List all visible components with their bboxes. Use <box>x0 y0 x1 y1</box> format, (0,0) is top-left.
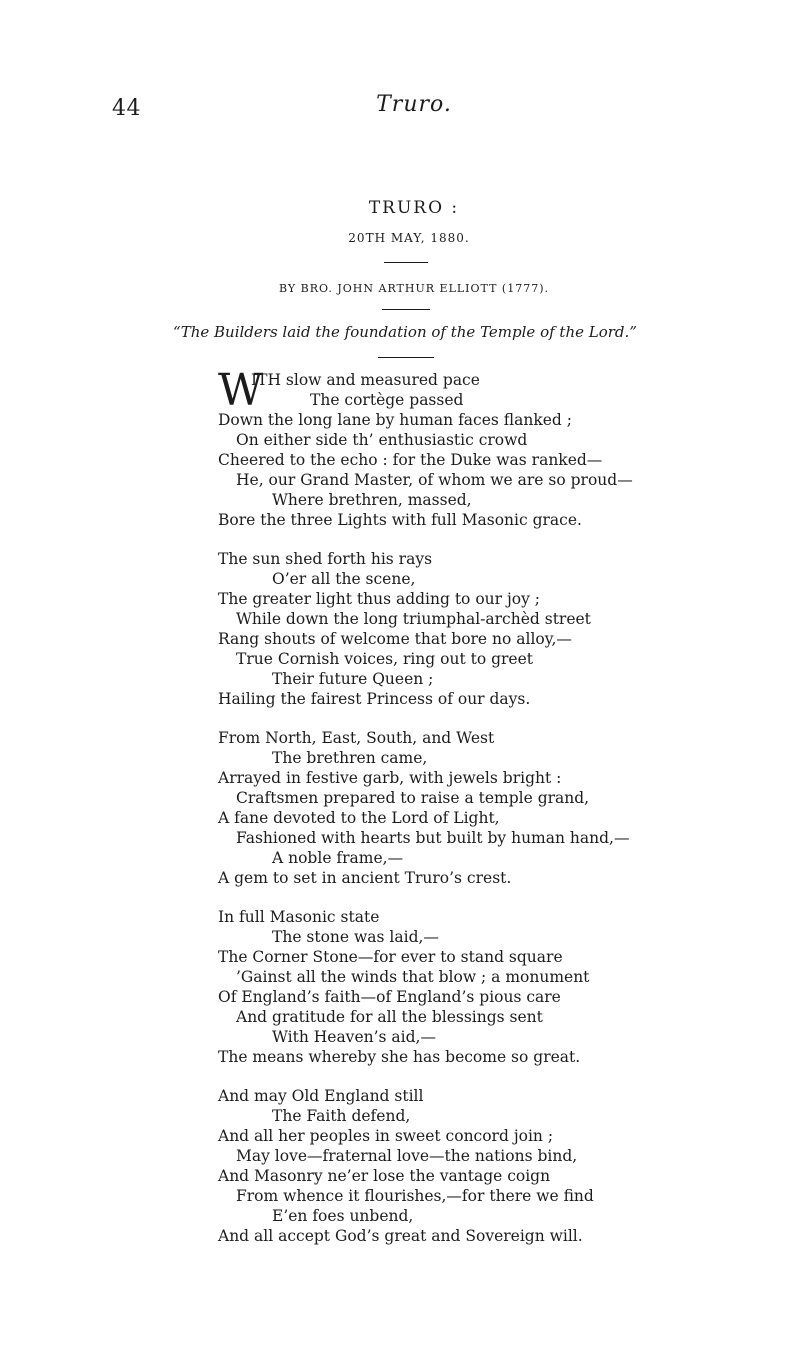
epigraph: “The Builders laid the foundation of the Temple of the Lord.” <box>173 323 637 341</box>
poem-line: The cortège passed <box>310 391 464 409</box>
poem-line: O’er all the scene, <box>272 570 416 588</box>
poem-line: And may Old England still <box>218 1087 424 1105</box>
running-head: Truro. <box>376 92 452 117</box>
poem-line: A gem to set in ancient Truro’s crest. <box>218 869 512 887</box>
poem <box>218 365 688 1265</box>
poem-title: TRURO : <box>368 198 460 218</box>
poem-line: Of England’s faith—of England’s pious care <box>218 988 561 1006</box>
rule-1 <box>384 262 428 263</box>
poem-line: Cheered to the echo : for the Duke was ranked— <box>218 451 603 469</box>
poem-line: Bore the three Lights with full Masonic grace. <box>218 511 582 529</box>
poem-line: And all accept God’s great and Sovereign will. <box>218 1227 583 1245</box>
stanza-5 <box>218 1086 688 1246</box>
poem-line: And gratitude for all the blessings sent <box>236 1008 543 1026</box>
poem-line: A noble frame,— <box>272 849 404 867</box>
byline: BY BRO. JOHN ARTHUR ELLIOTT (1777). <box>279 282 549 295</box>
poem-line: E’en foes unbend, <box>272 1207 414 1225</box>
poem-line: True Cornish voices, ring out to greet <box>236 650 534 668</box>
poem-line: The brethren came, <box>272 749 428 767</box>
stanza-3 <box>218 728 688 888</box>
poem-line: He, our Grand Master, of whom we are so proud— <box>236 471 633 489</box>
poem-line: Where brethren, massed, <box>272 491 472 509</box>
stanza-4 <box>218 907 688 1067</box>
poem-line: On either side th’ enthusiastic crowd <box>236 431 528 449</box>
rule-3 <box>378 357 434 358</box>
poem-line: Down the long lane by human faces flanked ; <box>218 411 572 429</box>
poem-line: The sun shed forth his rays <box>218 550 433 568</box>
poem-line: With Heaven’s aid,— <box>272 1028 436 1046</box>
page-number: 44 <box>112 96 141 121</box>
poem-date: 20TH MAY, 1880. <box>348 231 470 245</box>
poem-line: Hailing the fairest Princess of our days. <box>218 690 531 708</box>
poem-line: While down the long triumphal-archèd street <box>236 610 591 628</box>
poem-line: And Masonry ne’er lose the vantage coign <box>218 1167 551 1185</box>
poem-line: Craftsmen prepared to raise a temple grand, <box>236 789 590 807</box>
poem-line: The Corner Stone—for ever to stand square <box>218 948 563 966</box>
poem-line: From whence it flourishes,—for there we find <box>236 1187 594 1205</box>
poem-line: From North, East, South, and West <box>218 729 495 747</box>
poem-line: Rang shouts of welcome that bore no alloy,— <box>218 630 572 648</box>
poem-line: Fashioned with hearts but built by human hand,— <box>236 829 630 847</box>
drop-cap: W <box>218 365 264 416</box>
stanza-2 <box>218 549 688 709</box>
poem-line: The means whereby she has become so great. <box>218 1048 581 1066</box>
poem-line: Their future Queen ; <box>272 670 434 688</box>
poem-line: Arrayed in festive garb, with jewels bright : <box>218 769 562 787</box>
poem-line: ’Gainst all the winds that blow ; a monument <box>236 968 590 986</box>
poem-line: The greater light thus adding to our joy ; <box>218 590 541 608</box>
poem-line: W ITH slow and measured pace <box>218 365 480 416</box>
rule-2 <box>382 309 430 310</box>
poem-line: In full Masonic state <box>218 908 380 926</box>
poem-line: A fane devoted to the Lord of Light, <box>218 809 500 827</box>
poem-line: And all her peoples in sweet concord join ; <box>218 1127 554 1145</box>
poem-line: The Faith defend, <box>272 1107 411 1125</box>
stanza-1 <box>218 365 688 530</box>
poem-line: May love—fraternal love—the nations bind, <box>236 1147 578 1165</box>
poem-line: The stone was laid,— <box>272 928 439 946</box>
